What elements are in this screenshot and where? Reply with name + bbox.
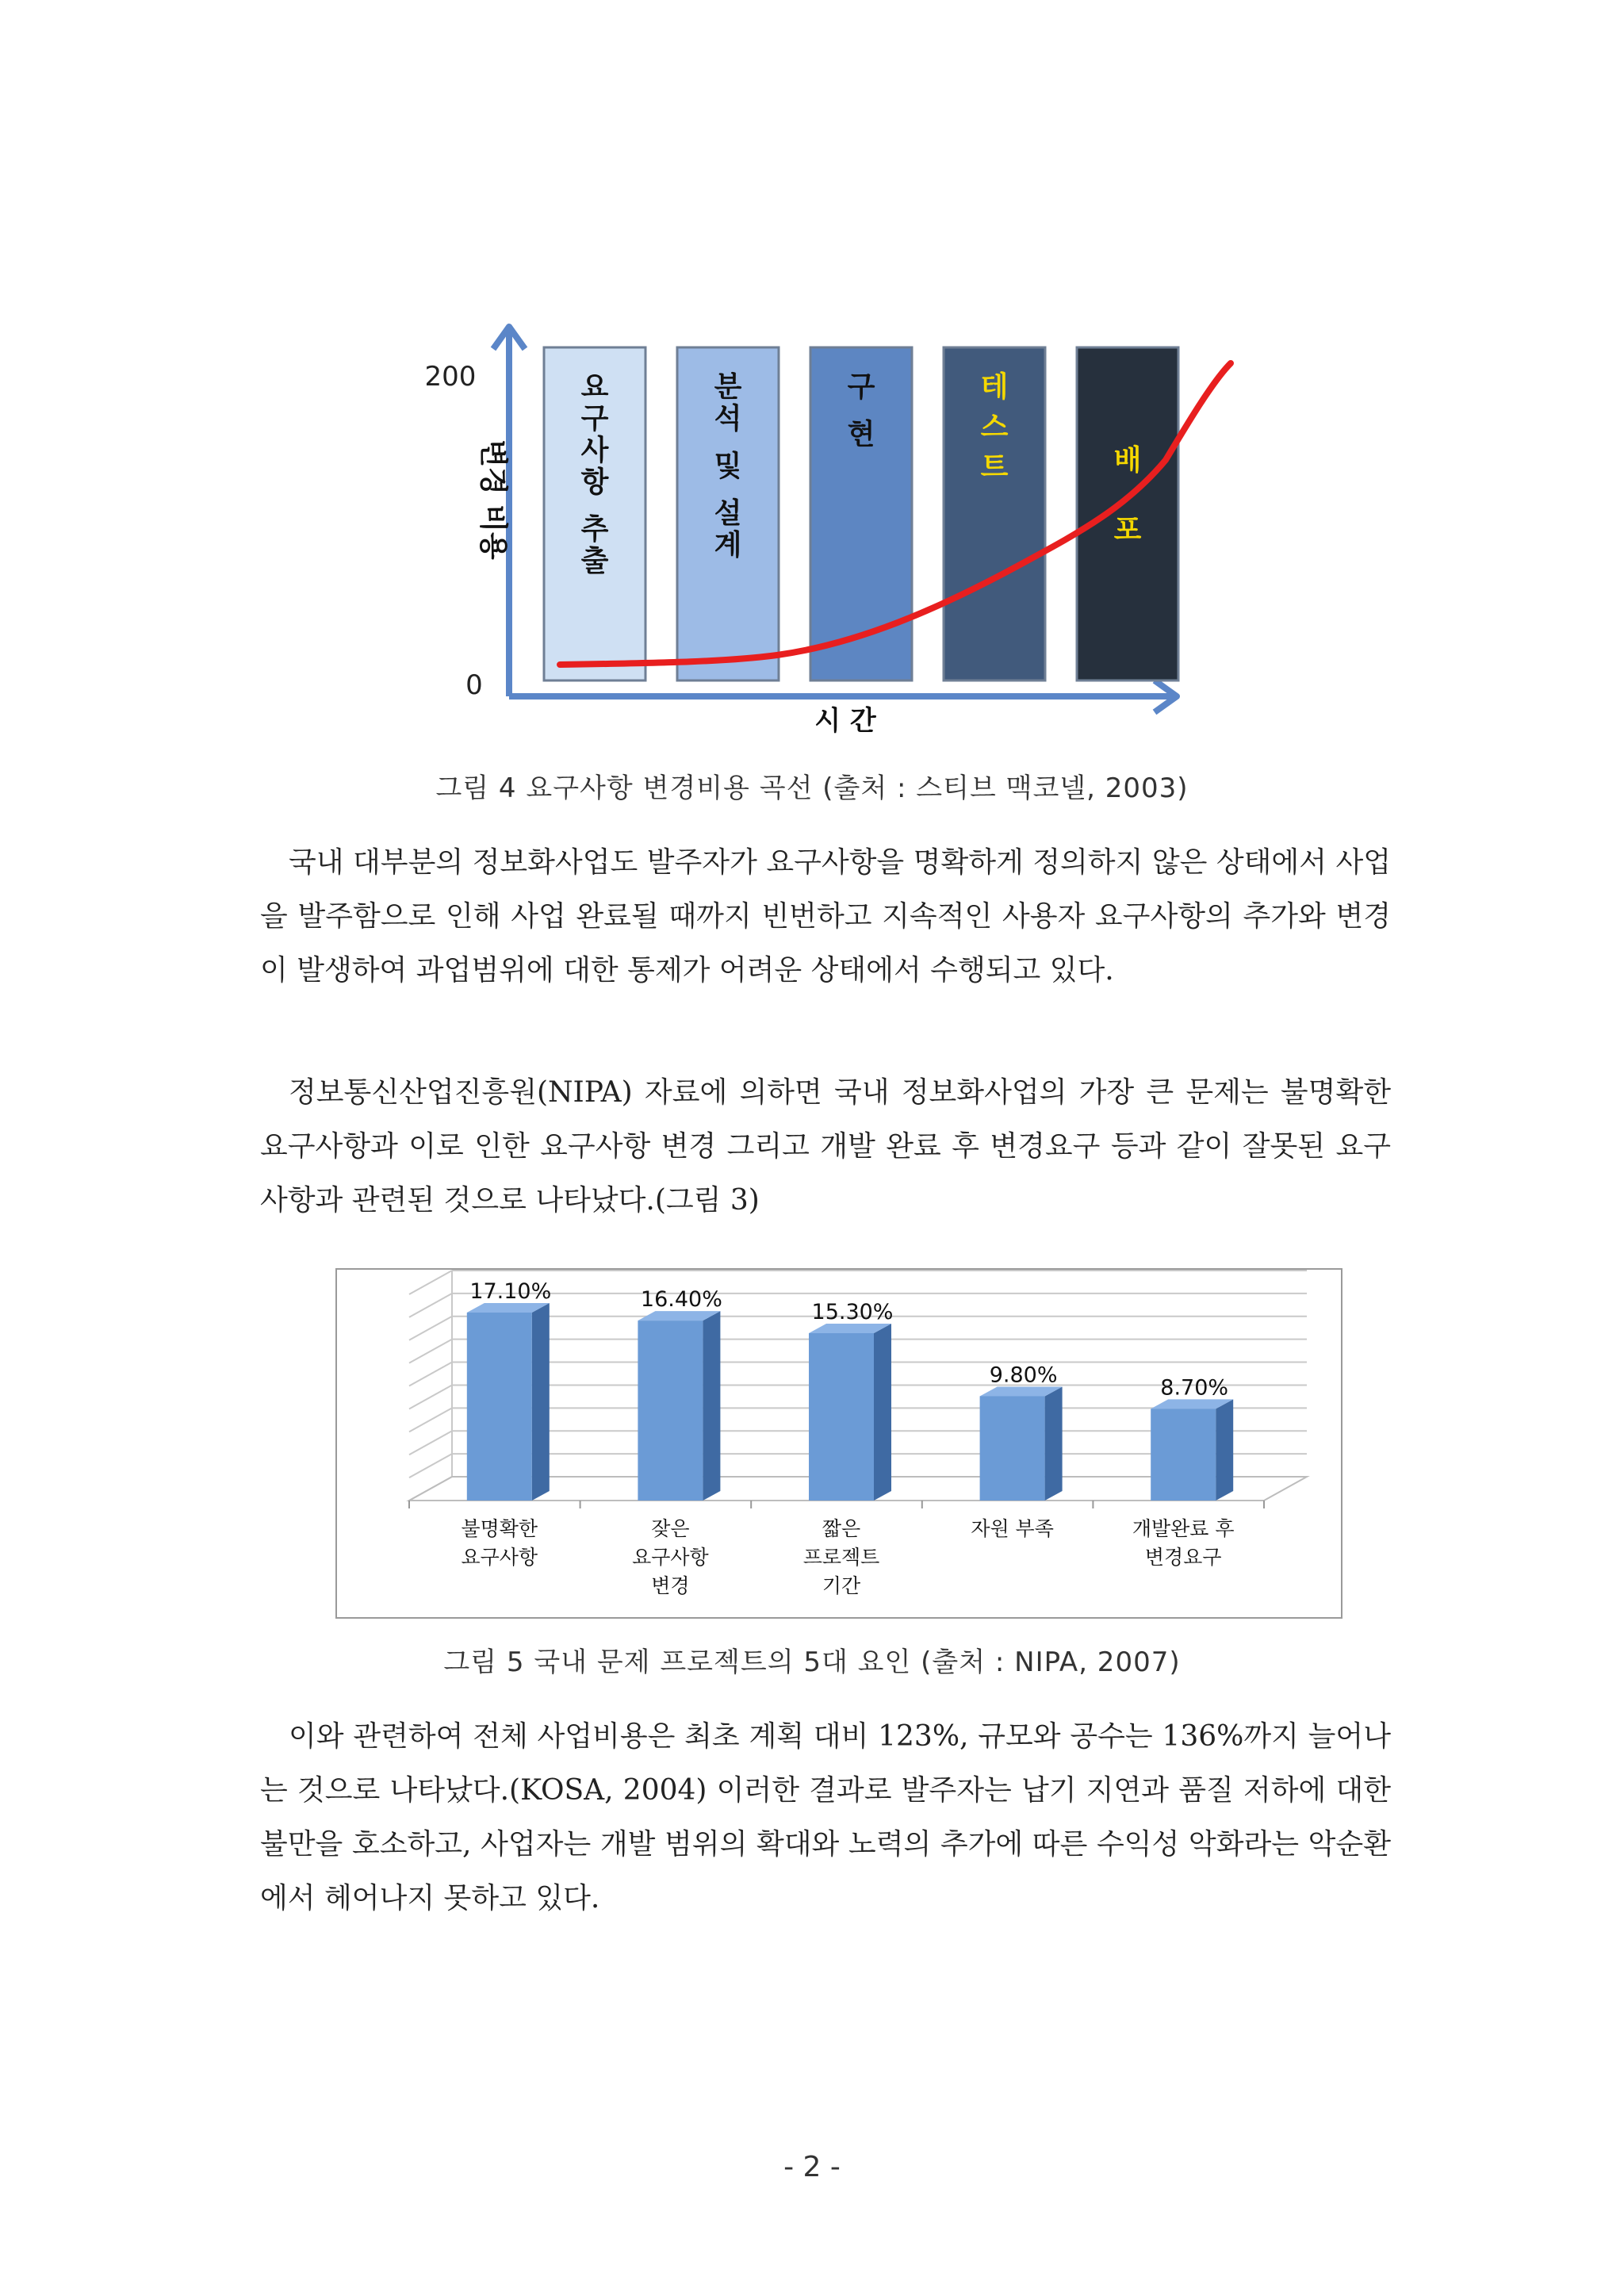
phase-box-5: [1077, 347, 1178, 680]
phase-box-2: [677, 347, 779, 680]
problem-factors-chart: [0, 1261, 1624, 1626]
data-label-2: 16.40%: [640, 1287, 722, 1313]
phase-label: 테 스 트: [980, 370, 1009, 484]
category-label-1: 불명확한 요구사항: [461, 1517, 538, 1569]
phase-boxes: [544, 347, 1178, 680]
data-label-1: 17.10%: [469, 1279, 552, 1304]
page-number: - 2 -: [783, 2151, 841, 2183]
bar-front: [1151, 1409, 1216, 1501]
figure4-caption: 그림 4 요구사항 변경비용 곡선 (출처 : 스티브 맥코넬, 2003): [435, 772, 1189, 804]
data-label-4: 9.80%: [989, 1363, 1058, 1388]
bar-front: [467, 1313, 532, 1501]
category-label-4: 자원 부족: [971, 1517, 1054, 1540]
y-tick-top: 200: [424, 361, 477, 393]
bar-2: [638, 1311, 720, 1501]
phase-label: 분 석 및 설 계: [714, 370, 742, 562]
bar-5: [1151, 1399, 1233, 1501]
data-label-5: 8.70%: [1160, 1375, 1229, 1401]
bar-side: [532, 1303, 550, 1501]
phase-box-1: [544, 347, 645, 680]
bar-3: [809, 1324, 891, 1501]
bar-1: [467, 1303, 550, 1501]
y-axis-label: 변경 비용: [477, 439, 509, 560]
cost-curve-figure: [0, 0, 1624, 761]
bar-side: [1216, 1399, 1233, 1501]
data-label-3: 15.30%: [811, 1300, 894, 1324]
category-label-5: 개발완료 후 변경요구: [1132, 1517, 1235, 1569]
bar-front: [809, 1333, 874, 1501]
x-axis-label: 시 간: [814, 705, 876, 737]
bar-side: [703, 1311, 720, 1501]
bar-side: [1045, 1386, 1063, 1501]
figure5-caption: 그림 5 국내 문제 프로젝트의 5대 요인 (출처 : NIPA, 2007): [443, 1646, 1181, 1678]
category-label-2: 잦은 요구사항 변경: [632, 1517, 709, 1597]
phase-label: 요 구 사 항 추 출: [580, 370, 609, 578]
y-tick-bottom: 0: [465, 669, 483, 701]
bar-front: [638, 1320, 703, 1501]
bar-front: [980, 1396, 1045, 1501]
phase-label: 구 현: [847, 370, 875, 451]
phase-box-4: [944, 347, 1045, 680]
paragraph-1: 국내 대부분의 정보화사업도 발주자가 요구사항을 명확하게 정의하지 않은 상태에서 사업을 발주함으로 인해 사업 완료될 때까지 빈번하고 지속적인 사용자 요구사항의 추가와 변경이 발생하여 과업범위에 대한 통제가 어려운 상태에서 수행되고 있다.: [260, 846, 1391, 987]
phase-box-3: [810, 347, 912, 680]
paragraph-3: 이와 관련하여 전체 사업비용은 최초 계획 대비 123%, 규모와 공수는 136%까지 늘어나는 것으로 나타났다.(KOSA, 2004) 이러한 결과로 발주자는 납기 지연과 품질 저하에 대한 불만을 호소하고, 사업자는 개발 범위의 확대와 노력의 추가에 따른 수익성 악화라는 악순환에서 헤어나지 못하고 있다.: [260, 1720, 1391, 1915]
bar-side: [874, 1324, 891, 1501]
paragraph-2: 정보통신산업진흥원(NIPA) 자료에 의하면 국내 정보화사업의 가장 큰 문제는 불명확한 요구사항과 이로 인한 요구사항 변경 그리고 개발 완료 후 변경요구 등과 같이 잘못된 요구사항과 관련된 것으로 나타났다.(그림 3): [260, 1076, 1391, 1217]
category-label-3: 짧은 프로젝트 기간: [802, 1517, 880, 1597]
bar-4: [980, 1386, 1063, 1501]
phase-label: 배 포: [1113, 444, 1142, 547]
